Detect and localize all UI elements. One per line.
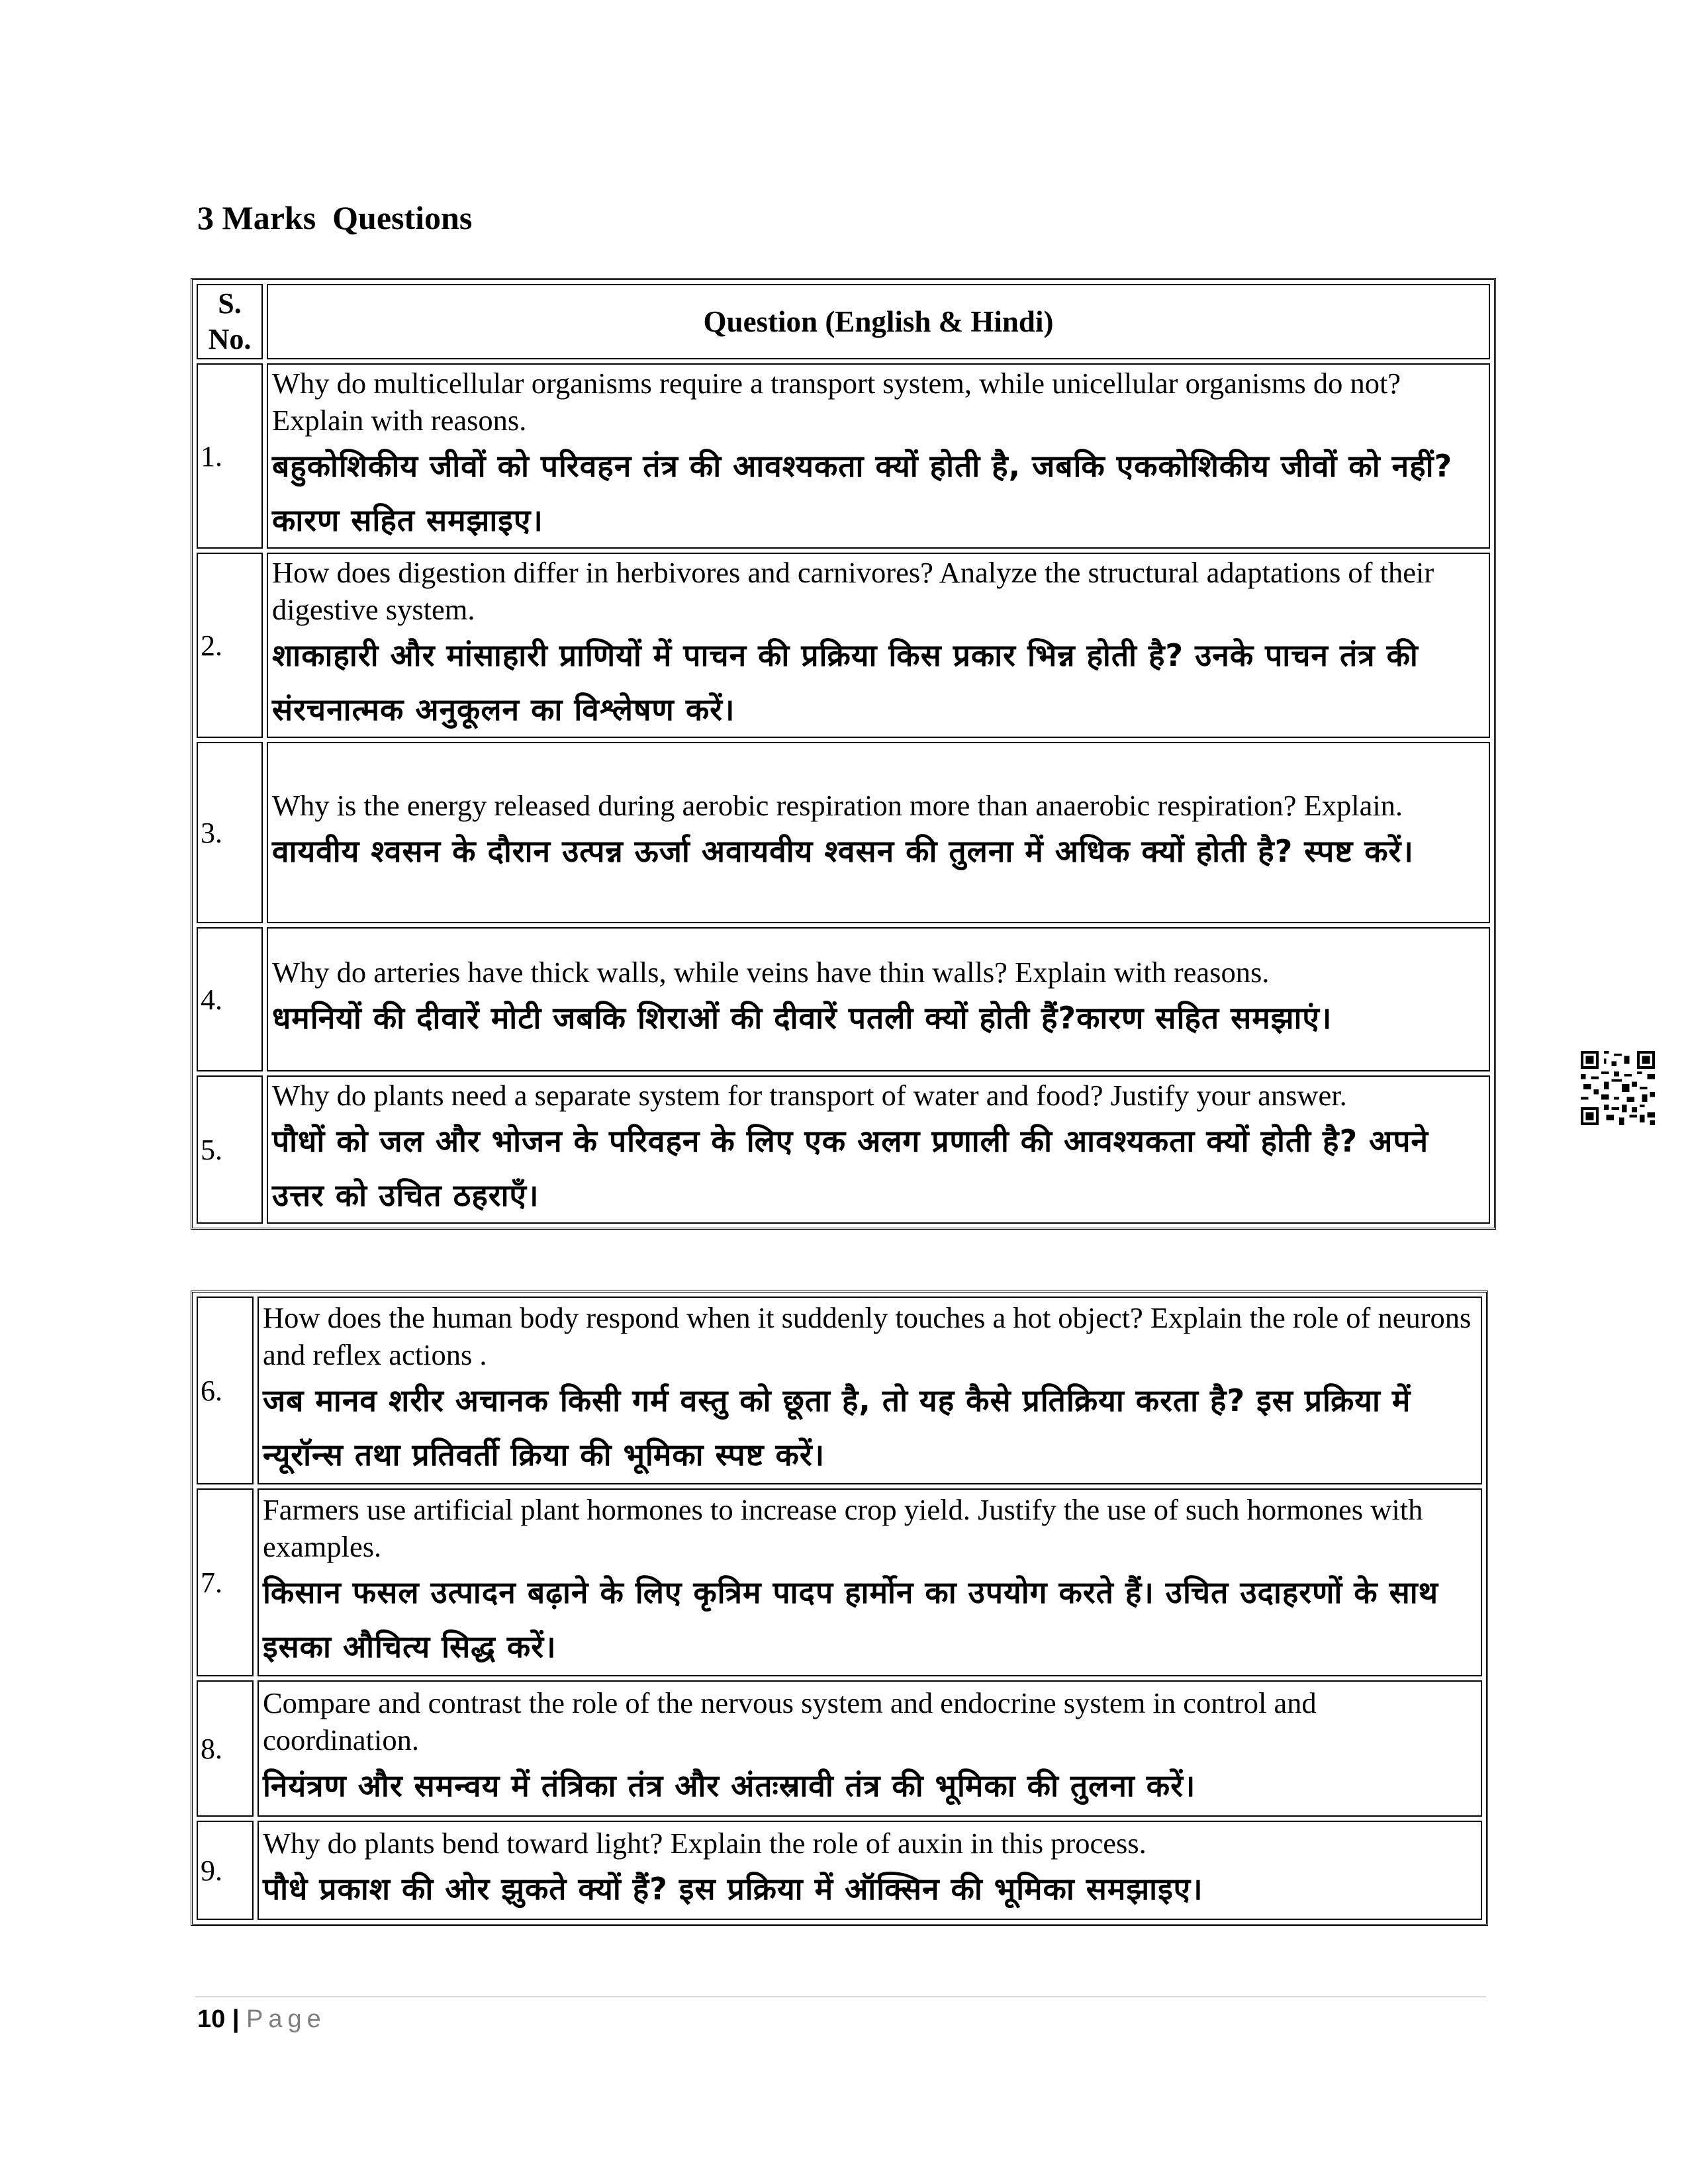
question-hindi: बहुकोशिकीय जीवों को परिवहन तंत्र की आवश्यकता क्यों होती है, जबकि एककोशिकीय जीवों को नहीं? कारण सहित समझाइए। [272,448,1453,538]
questions-table-2 [191,1291,1488,1926]
page-label: Page [246,2005,326,2033]
question-english: Compare and contrast the role of the nervous system and endocrine system in control and coordination. [263,1686,1317,1756]
question-hindi: शाकाहारी और मांसाहारी प्राणियों में पाचन की प्रक्रिया किस प्रकार भिन्न होती है? उनके पाचन तंत्र की संरचनात्मक अनुकूलन का विश्लेषण करें। [272,637,1419,727]
question-english: Why is the energy released during aerobic respiration more than anaerobic respiration? Explain. [272,789,1403,822]
header-sno: S. No. [197,284,263,359]
table-row [197,553,1490,738]
qr-code-icon [1581,1051,1655,1125]
table-row [197,1297,1482,1484]
header-question: Question (English & Hindi) [267,284,1490,359]
question-cell [267,553,1490,738]
question-number: 4. [197,927,263,1071]
question-number: 9. [197,1821,254,1920]
question-hindi: धमनियों की दीवारें मोटी जबकि शिराओं की दीवारें पतली क्यों होती हैं?कारण सहित समझाएं। [272,1000,1333,1036]
question-english: Why do plants need a separate system for transport of water and food? Justify your answer. [272,1079,1347,1112]
question-hindi: जब मानव शरीर अचानक किसी गर्म वस्तु को छूता है, तो यह कैसे प्रतिक्रिया करता है? इस प्रक्रिया में न्यूरॉन्स तथा प्रतिवर्ती क्रिया की भूमिका स्पष्ट करें। [263,1383,1411,1473]
question-cell [267,742,1490,923]
table-row [197,742,1490,923]
question-number: 3. [197,742,263,923]
question-hindi: पौधे प्रकाश की ओर झुकते क्यों हैं? इस प्रक्रिया में ऑक्सिन की भूमिका समझाइए। [263,1871,1203,1907]
question-cell [267,927,1490,1071]
question-hindi: नियंत्रण और समन्वय में तंत्रिका तंत्र और अंतःस्रावी तंत्र की भूमिका की तुलना करें। [263,1768,1196,1803]
section-heading: 3 Marks Questions [197,199,473,236]
question-hindi: किसान फसल उत्पादन बढ़ाने के लिए कृत्रिम पादप हार्मोन का उपयोग करते हैं। उचित उदाहरणों के साथ इसका औचित्य सिद्ध करें। [263,1574,1439,1664]
question-cell [267,1075,1490,1224]
table-row [197,1488,1482,1676]
questions-table-1 [191,278,1496,1230]
question-number: 6. [197,1297,254,1484]
question-english: Why do arteries have thick walls, while veins have thin walls? Explain with reasons. [272,956,1270,989]
table-row [197,927,1490,1071]
question-english: Why do plants bend toward light? Explain the role of auxin in this process. [263,1827,1147,1860]
table-header-row [197,284,1490,359]
question-number: 1. [197,363,263,549]
page-footer [197,2005,326,2034]
table-row [197,1821,1482,1920]
question-english: Farmers use artificial plant hormones to increase crop yield. Justify the use of such hormones with examples. [263,1493,1423,1563]
question-number: 2. [197,553,263,738]
question-cell [258,1821,1482,1920]
table-row [197,1680,1482,1817]
question-cell [258,1680,1482,1817]
question-english: Why do multicellular organisms require a transport system, while unicellular organisms do not? Explain with reasons. [272,367,1401,437]
question-cell [258,1488,1482,1676]
table-row [197,1075,1490,1224]
question-hindi: वायवीय श्वसन के दौरान उत्पन्न ऊर्जा अवायवीय श्वसन की तुलना में अधिक क्यों होती है? स्पष्ट करें। [272,833,1414,869]
footer-divider [195,1996,1486,1997]
question-number: 5. [197,1075,263,1224]
question-english: How does the human body respond when it suddenly touches a hot object? Explain the role of neurons and reflex actions . [263,1301,1472,1371]
question-english: How does digestion differ in herbivores and carnivores? Analyze the structural adaptations of their digestive system. [272,556,1434,626]
question-cell [267,363,1490,549]
question-number: 7. [197,1488,254,1676]
question-hindi: पौधों को जल और भोजन के परिवहन के लिए एक अलग प्रणाली की आवश्यकता क्यों होती है? अपने उत्तर को उचित ठहराएँ। [272,1123,1429,1213]
question-number: 8. [197,1680,254,1817]
table-row [197,363,1490,549]
question-cell [258,1297,1482,1484]
footer-separator: | [232,2005,240,2033]
page-number: 10 [197,2005,226,2033]
